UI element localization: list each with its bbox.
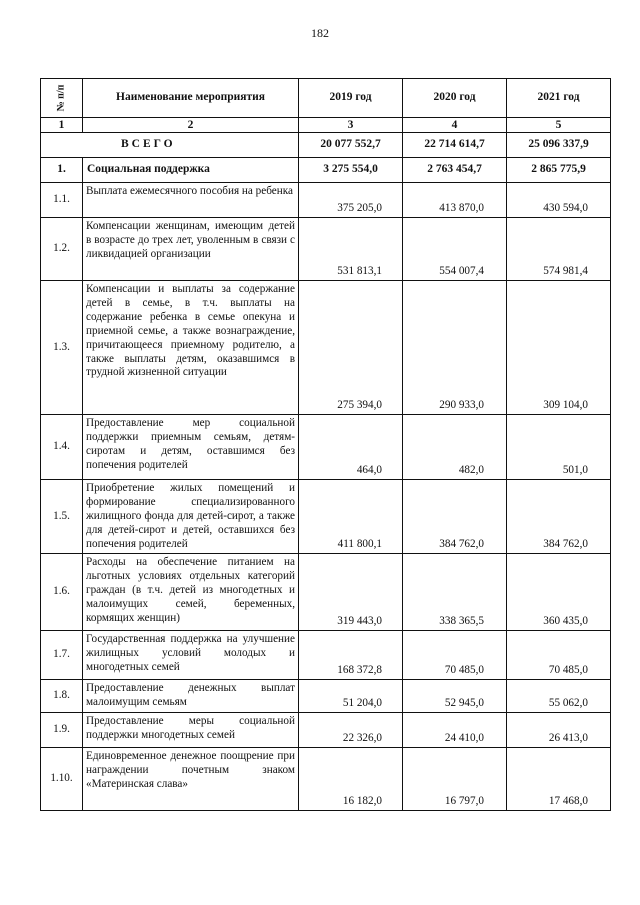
row-value-2021: 574 981,4 <box>507 218 611 281</box>
row-number: 1.6. <box>41 554 83 631</box>
row-value-2020: 290 933,0 <box>403 281 507 415</box>
row-value-2019: 411 800,1 <box>299 480 403 554</box>
table-row <box>41 281 611 415</box>
table-row <box>41 183 611 218</box>
table-header-row <box>41 79 611 118</box>
table-row <box>41 480 611 554</box>
row-value-2020: 16 797,0 <box>403 748 507 811</box>
row-name: Приобретение жилых помещений и формирование специализированного жилищного фонда для детей-сирот, а также для детей-сирот и детей, оставшихся без попечения родителей <box>83 480 299 554</box>
table-row <box>41 713 611 748</box>
table-row <box>41 415 611 480</box>
row-value-2021: 384 762,0 <box>507 480 611 554</box>
row-value-2019: 22 326,0 <box>299 713 403 748</box>
row-value-2019: 168 372,8 <box>299 631 403 680</box>
row-name: Компенсации женщинам, имеющим детей в возрасте до трех лет, уволенным в связи с ликвидацией организации <box>83 218 299 281</box>
row-value-2020: 70 485,0 <box>403 631 507 680</box>
row-value-2019: 51 204,0 <box>299 680 403 713</box>
header-year-2019: 2019 год <box>299 79 403 118</box>
column-number: 2 <box>83 118 299 133</box>
header-num-cell <box>41 79 83 118</box>
table-row <box>41 748 611 811</box>
table-row <box>41 218 611 281</box>
row-value-2021: 26 413,0 <box>507 713 611 748</box>
header-num-label: № п/п <box>55 84 67 112</box>
header-year-2020: 2020 год <box>403 79 507 118</box>
row-value-2020: 384 762,0 <box>403 480 507 554</box>
total-value: 25 096 337,9 <box>507 133 611 158</box>
total-value: 22 714 614,7 <box>403 133 507 158</box>
row-value-2021: 360 435,0 <box>507 554 611 631</box>
row-name: Компенсации и выплаты за содержание детей в семье, в т.ч. выплаты на содержание ребенка в семье опекуна и приемной семье, а также вознаграждение, причитающееся приемному родителю, а также выплаты детям, оказавшимся в трудной жизненной ситуации <box>83 281 299 415</box>
row-number: 1.1. <box>41 183 83 218</box>
row-name: Предоставление мер социальной поддержки приемным семьям, детям-сиротам и детям, оставшимся без попечения родителей <box>83 415 299 480</box>
row-number: 1.5. <box>41 480 83 554</box>
column-numbers-row <box>41 118 611 133</box>
row-value-2020: 482,0 <box>403 415 507 480</box>
row-value-2020: 52 945,0 <box>403 680 507 713</box>
section-number: 1. <box>41 158 83 183</box>
row-name: Предоставление меры социальной поддержки многодетных семей <box>83 713 299 748</box>
column-number: 3 <box>299 118 403 133</box>
table-row <box>41 554 611 631</box>
header-name-cell: Наименование мероприятия <box>83 79 299 118</box>
row-number: 1.7. <box>41 631 83 680</box>
section-value: 2 763 454,7 <box>403 158 507 183</box>
row-value-2021: 55 062,0 <box>507 680 611 713</box>
row-number: 1.10. <box>41 748 83 811</box>
column-number: 1 <box>41 118 83 133</box>
row-name: Предоставление денежных выплат малоимущим семьям <box>83 680 299 713</box>
row-name: Расходы на обеспечение питанием на льготных условиях отдельных категорий граждан (в т.ч. детей из многодетных и малоимущих семей, беременных, кормящих женщин) <box>83 554 299 631</box>
row-value-2019: 531 813,1 <box>299 218 403 281</box>
section-value: 2 865 775,9 <box>507 158 611 183</box>
row-number: 1.8. <box>41 680 83 713</box>
row-value-2019: 375 205,0 <box>299 183 403 218</box>
row-name: Единовременное денежное поощрение при награждении почетным знаком «Материнская слава» <box>83 748 299 811</box>
section-value: 3 275 554,0 <box>299 158 403 183</box>
row-value-2019: 319 443,0 <box>299 554 403 631</box>
row-value-2019: 464,0 <box>299 415 403 480</box>
row-value-2020: 554 007,4 <box>403 218 507 281</box>
row-name: Государственная поддержка на улучшение жилищных условий молодых и многодетных семей <box>83 631 299 680</box>
row-value-2019: 16 182,0 <box>299 748 403 811</box>
total-row <box>41 133 611 158</box>
row-value-2021: 309 104,0 <box>507 281 611 415</box>
table-row <box>41 631 611 680</box>
row-value-2021: 430 594,0 <box>507 183 611 218</box>
row-value-2020: 413 870,0 <box>403 183 507 218</box>
section-name: Социальная поддержка <box>83 158 299 183</box>
row-number: 1.3. <box>41 281 83 415</box>
budget-table <box>40 78 611 811</box>
row-value-2021: 17 468,0 <box>507 748 611 811</box>
row-value-2020: 24 410,0 <box>403 713 507 748</box>
column-number: 4 <box>403 118 507 133</box>
total-label: ВСЕГО <box>41 133 299 158</box>
table-row <box>41 680 611 713</box>
column-number: 5 <box>507 118 611 133</box>
row-name: Выплата ежемесячного пособия на ребенка <box>83 183 299 218</box>
row-value-2019: 275 394,0 <box>299 281 403 415</box>
header-year-2021: 2021 год <box>507 79 611 118</box>
row-value-2020: 338 365,5 <box>403 554 507 631</box>
row-number: 1.2. <box>41 218 83 281</box>
section-row <box>41 158 611 183</box>
page-number: 182 <box>311 26 329 40</box>
row-value-2021: 70 485,0 <box>507 631 611 680</box>
row-value-2021: 501,0 <box>507 415 611 480</box>
total-value: 20 077 552,7 <box>299 133 403 158</box>
row-number: 1.4. <box>41 415 83 480</box>
row-number: 1.9. <box>41 713 83 748</box>
